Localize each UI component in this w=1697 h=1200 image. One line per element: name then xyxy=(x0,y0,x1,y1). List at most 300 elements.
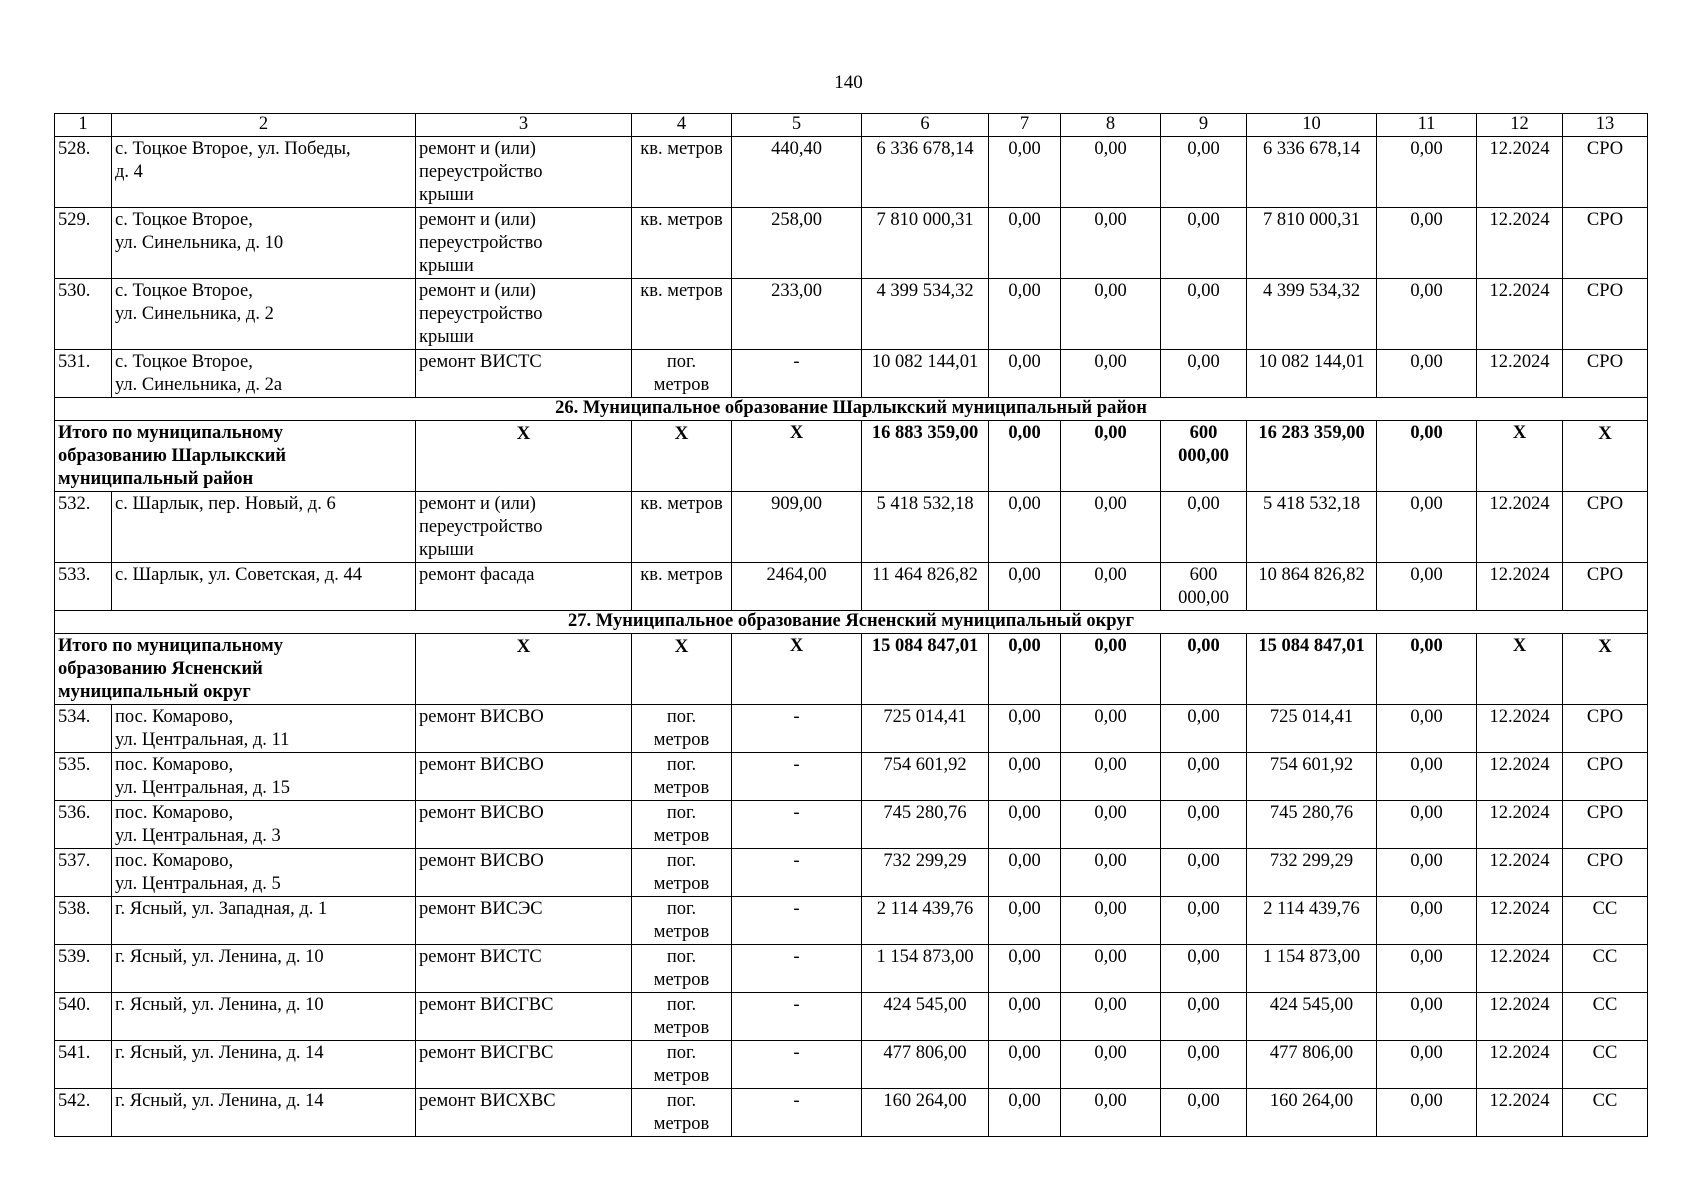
value-cell-c6: 424 545,00 xyxy=(862,993,989,1041)
address-line: ул. Центральная, д. 5 xyxy=(115,874,281,894)
address-line: д. 4 xyxy=(115,162,143,182)
row-number: 528. xyxy=(55,137,112,208)
unit-line: метров xyxy=(653,375,710,395)
work-type-line: крыши xyxy=(419,185,474,205)
table-row xyxy=(55,945,1648,993)
address-cell xyxy=(112,1089,416,1137)
address-line: с. Тоцкое Второе, ул. Победы, xyxy=(115,139,351,159)
total-c7: 0,00 xyxy=(989,421,1061,492)
table-row xyxy=(55,350,1648,398)
work-type-cell xyxy=(416,705,632,753)
col-header: 4 xyxy=(632,114,732,137)
value-cell-c12: 12.2024 xyxy=(1477,137,1563,208)
total-c6: 15 084 847,01 xyxy=(862,634,989,705)
unit-cell xyxy=(632,137,732,208)
value-cell-c5: 258,00 xyxy=(732,208,862,279)
work-type-cell xyxy=(416,849,632,897)
value-cell-c8: 0,00 xyxy=(1061,137,1161,208)
value-cell-c11: 0,00 xyxy=(1377,208,1477,279)
value-cell-c6: 5 418 532,18 xyxy=(862,492,989,563)
work-type-line: крыши xyxy=(419,256,474,276)
value-cell-c8: 0,00 xyxy=(1061,350,1161,398)
work-type-line: ремонт ВИСВО xyxy=(419,803,544,823)
value-cell-c8: 0,00 xyxy=(1061,945,1161,993)
row-number: 538. xyxy=(55,897,112,945)
value-cell-c12: 12.2024 xyxy=(1477,801,1563,849)
address-cell xyxy=(112,897,416,945)
work-type-cell xyxy=(416,897,632,945)
table-row xyxy=(55,208,1648,279)
work-type-cell xyxy=(416,753,632,801)
total-c12: X xyxy=(1477,421,1563,492)
address-cell xyxy=(112,993,416,1041)
value-cell-c12: 12.2024 xyxy=(1477,350,1563,398)
unit-cell xyxy=(632,1041,732,1089)
address-line: пос. Комарово, xyxy=(115,707,234,727)
column-number-row xyxy=(55,114,1648,137)
value-cell-c9: 0,00 xyxy=(1161,208,1247,279)
unit-line: метров xyxy=(653,1066,710,1086)
value-cell-c6: 1 154 873,00 xyxy=(862,945,989,993)
work-type-line: ремонт ВИСТС xyxy=(419,947,542,967)
value-cell-c8: 0,00 xyxy=(1061,563,1161,611)
value-cell-c12: 12.2024 xyxy=(1477,1089,1563,1137)
table-body xyxy=(55,114,1648,1137)
value-cell-c7: 0,00 xyxy=(989,801,1061,849)
value-cell-c11: 0,00 xyxy=(1377,993,1477,1041)
value-cell-c12: 12.2024 xyxy=(1477,753,1563,801)
col-header: 11 xyxy=(1377,114,1477,137)
work-type-line: переустройство xyxy=(419,233,543,253)
value-cell-c11: 0,00 xyxy=(1377,753,1477,801)
value-cell-c9: 0,00 xyxy=(1161,945,1247,993)
value-cell-c6: 7 810 000,31 xyxy=(862,208,989,279)
total-label xyxy=(55,421,416,492)
value-cell-c9: 0,00 xyxy=(1161,705,1247,753)
work-type-cell xyxy=(416,945,632,993)
col-header: 13 xyxy=(1563,114,1648,137)
work-type-line: ремонт ВИСВО xyxy=(419,755,544,775)
value-cell-c8: 0,00 xyxy=(1061,993,1161,1041)
value-cell-c8: 0,00 xyxy=(1061,753,1161,801)
row-number: 533. xyxy=(55,563,112,611)
value-cell-c9: 0,00 xyxy=(1161,350,1247,398)
executor-cell: СС xyxy=(1563,945,1648,993)
address-line: г. Ясный, ул. Западная, д. 1 xyxy=(115,899,328,919)
total-c4: X xyxy=(632,634,732,705)
value-cell-c6: 754 601,92 xyxy=(862,753,989,801)
col-header: 6 xyxy=(862,114,989,137)
unit-line: пог. xyxy=(666,851,697,871)
value-cell-c7: 0,00 xyxy=(989,492,1061,563)
unit-line: кв. метров xyxy=(640,281,723,301)
value-cell-c9: 0,00 xyxy=(1161,492,1247,563)
address-line: ул. Синельника, д. 2 xyxy=(115,304,274,324)
total-label-line: муниципальный округ xyxy=(58,682,251,702)
unit-line: метров xyxy=(653,1018,710,1038)
unit-line: пог. xyxy=(666,352,697,372)
value-cell-c5: - xyxy=(732,705,862,753)
table-row xyxy=(55,753,1648,801)
unit-line: пог. xyxy=(666,755,697,775)
address-cell xyxy=(112,801,416,849)
address-line: ул. Центральная, д. 11 xyxy=(115,730,290,750)
unit-cell xyxy=(632,705,732,753)
address-cell xyxy=(112,705,416,753)
value-cell-c5: - xyxy=(732,897,862,945)
value-cell-c5: - xyxy=(732,1089,862,1137)
unit-line: метров xyxy=(653,778,710,798)
value-cell-c5: - xyxy=(732,945,862,993)
value-cell-c10: 732 299,29 xyxy=(1247,849,1377,897)
address-cell xyxy=(112,849,416,897)
work-type-cell xyxy=(416,350,632,398)
value-cell-c7: 0,00 xyxy=(989,1041,1061,1089)
value-cell-c12: 12.2024 xyxy=(1477,563,1563,611)
value-cell-c7: 0,00 xyxy=(989,563,1061,611)
total-c3: X xyxy=(416,421,632,492)
work-type-line: ремонт ВИСВО xyxy=(419,851,544,871)
value-cell-c10: 725 014,41 xyxy=(1247,705,1377,753)
unit-line: пог. xyxy=(666,1091,697,1111)
total-c3: X xyxy=(416,634,632,705)
value-cell-c9: 0,00 xyxy=(1161,1089,1247,1137)
value-cell-c12: 12.2024 xyxy=(1477,492,1563,563)
address-line: г. Ясный, ул. Ленина, д. 14 xyxy=(115,1043,324,1063)
work-type-cell xyxy=(416,993,632,1041)
address-cell xyxy=(112,1041,416,1089)
total-c13: X xyxy=(1563,421,1648,492)
page-number: 140 xyxy=(834,72,863,93)
table-row xyxy=(55,1041,1648,1089)
col-header: 10 xyxy=(1247,114,1377,137)
table-row xyxy=(55,897,1648,945)
value-cell-c6: 10 082 144,01 xyxy=(862,350,989,398)
value-cell-c7: 0,00 xyxy=(989,897,1061,945)
value-cell-c9: 0,00 xyxy=(1161,993,1247,1041)
value-cell-c10: 1 154 873,00 xyxy=(1247,945,1377,993)
executor-cell: СС xyxy=(1563,897,1648,945)
executor-cell: СРО xyxy=(1563,563,1648,611)
table-row xyxy=(55,801,1648,849)
total-c11: 0,00 xyxy=(1377,634,1477,705)
work-type-cell xyxy=(416,1041,632,1089)
value-cell-c8: 0,00 xyxy=(1061,849,1161,897)
value-cell-c8: 0,00 xyxy=(1061,801,1161,849)
col-header: 7 xyxy=(989,114,1061,137)
table-row xyxy=(55,137,1648,208)
executor-cell: СРО xyxy=(1563,137,1648,208)
address-cell xyxy=(112,753,416,801)
unit-cell xyxy=(632,801,732,849)
value-cell-c6: 732 299,29 xyxy=(862,849,989,897)
table-row xyxy=(55,849,1648,897)
value-cell-c6: 477 806,00 xyxy=(862,1041,989,1089)
address-line: с. Тоцкое Второе, xyxy=(115,210,253,230)
value-cell-c7: 0,00 xyxy=(989,1089,1061,1137)
row-number: 540. xyxy=(55,993,112,1041)
value-cell-c11: 0,00 xyxy=(1377,945,1477,993)
value-cell-c12: 12.2024 xyxy=(1477,897,1563,945)
value-cell-c12: 12.2024 xyxy=(1477,208,1563,279)
total-c7: 0,00 xyxy=(989,634,1061,705)
address-line: г. Ясный, ул. Ленина, д. 10 xyxy=(115,995,324,1015)
total-c4: X xyxy=(632,421,732,492)
row-number: 537. xyxy=(55,849,112,897)
value-cell-c11: 0,00 xyxy=(1377,350,1477,398)
value-cell-c5: - xyxy=(732,801,862,849)
work-type-line: ремонт ВИСЭС xyxy=(419,899,543,919)
row-number: 534. xyxy=(55,705,112,753)
value-cell-c9: 0,00 xyxy=(1161,849,1247,897)
section-title: 27. Муниципальное образование Ясненский муниципальный округ xyxy=(55,611,1648,634)
row-number: 542. xyxy=(55,1089,112,1137)
table-row xyxy=(55,1089,1648,1137)
address-line: пос. Комарово, xyxy=(115,851,234,871)
total-label-line: Итого по муниципальному xyxy=(58,636,283,656)
row-number: 539. xyxy=(55,945,112,993)
row-number: 535. xyxy=(55,753,112,801)
work-type-line: крыши xyxy=(419,327,474,347)
work-type-line: ремонт ВИСВО xyxy=(419,707,544,727)
work-type-line: ремонт и (или) xyxy=(419,139,536,159)
value-cell-c6: 6 336 678,14 xyxy=(862,137,989,208)
unit-line: пог. xyxy=(666,803,697,823)
unit-cell xyxy=(632,753,732,801)
executor-cell: СРО xyxy=(1563,849,1648,897)
executor-cell: СРО xyxy=(1563,753,1648,801)
total-label-line: образованию Ясненский xyxy=(58,659,263,679)
value-cell-c11: 0,00 xyxy=(1377,1041,1477,1089)
unit-line: метров xyxy=(653,730,710,750)
address-cell xyxy=(112,208,416,279)
col-header: 5 xyxy=(732,114,862,137)
value-cell-c7: 0,00 xyxy=(989,705,1061,753)
unit-line: кв. метров xyxy=(640,210,723,230)
value-cell-c6: 160 264,00 xyxy=(862,1089,989,1137)
work-type-line: переустройство xyxy=(419,517,543,537)
value-cell-c5: 440,40 xyxy=(732,137,862,208)
total-c11: 0,00 xyxy=(1377,421,1477,492)
work-type-cell xyxy=(416,208,632,279)
value-cell-c6: 11 464 826,82 xyxy=(862,563,989,611)
table-row xyxy=(55,492,1648,563)
work-type-cell xyxy=(416,492,632,563)
total-c9: 600 000,00 xyxy=(1161,421,1247,492)
total-label xyxy=(55,634,416,705)
value-cell-c10: 477 806,00 xyxy=(1247,1041,1377,1089)
unit-cell xyxy=(632,1089,732,1137)
executor-cell: СРО xyxy=(1563,801,1648,849)
value-cell-c11: 0,00 xyxy=(1377,801,1477,849)
value-cell-c7: 0,00 xyxy=(989,849,1061,897)
unit-line: пог. xyxy=(666,707,697,727)
value-cell-c9: 0,00 xyxy=(1161,137,1247,208)
address-line: с. Тоцкое Второе, xyxy=(115,352,253,372)
unit-line: пог. xyxy=(666,899,697,919)
address-cell xyxy=(112,279,416,350)
total-c13: X xyxy=(1563,634,1648,705)
value-cell-c6: 2 114 439,76 xyxy=(862,897,989,945)
value-cell-c10: 2 114 439,76 xyxy=(1247,897,1377,945)
work-type-line: ремонт ВИСГВС xyxy=(419,1043,554,1063)
executor-cell: СС xyxy=(1563,1089,1648,1137)
row-number: 541. xyxy=(55,1041,112,1089)
executor-cell: СРО xyxy=(1563,705,1648,753)
value-cell-c9: 0,00 xyxy=(1161,753,1247,801)
address-line: ул. Центральная, д. 3 xyxy=(115,826,281,846)
value-cell-c12: 12.2024 xyxy=(1477,849,1563,897)
value-cell-c5: 909,00 xyxy=(732,492,862,563)
col-header: 1 xyxy=(55,114,112,137)
work-type-cell xyxy=(416,1089,632,1137)
value-cell-c7: 0,00 xyxy=(989,279,1061,350)
table-row xyxy=(55,993,1648,1041)
total-c6: 16 883 359,00 xyxy=(862,421,989,492)
value-cell-c5: - xyxy=(732,849,862,897)
value-cell-c10: 10 082 144,01 xyxy=(1247,350,1377,398)
total-row xyxy=(55,634,1648,705)
executor-cell: СРО xyxy=(1563,208,1648,279)
value-cell-c6: 745 280,76 xyxy=(862,801,989,849)
unit-line: кв. метров xyxy=(640,494,723,514)
table-row xyxy=(55,705,1648,753)
value-cell-c11: 0,00 xyxy=(1377,1089,1477,1137)
col-header: 8 xyxy=(1061,114,1161,137)
value-cell-c10: 5 418 532,18 xyxy=(1247,492,1377,563)
total-label-line: муниципальный район xyxy=(58,469,254,489)
unit-cell xyxy=(632,993,732,1041)
unit-cell xyxy=(632,350,732,398)
executor-cell: СС xyxy=(1563,1041,1648,1089)
value-cell-c8: 0,00 xyxy=(1061,1089,1161,1137)
table-row xyxy=(55,563,1648,611)
address-line: ул. Синельника, д. 10 xyxy=(115,233,284,253)
col-header: 9 xyxy=(1161,114,1247,137)
value-cell-c7: 0,00 xyxy=(989,350,1061,398)
value-cell-c11: 0,00 xyxy=(1377,563,1477,611)
unit-line: кв. метров xyxy=(640,139,723,159)
value-cell-c10: 160 264,00 xyxy=(1247,1089,1377,1137)
section-title: 26. Муниципальное образование Шарлыкский муниципальный район xyxy=(55,398,1648,421)
value-cell-c12: 12.2024 xyxy=(1477,945,1563,993)
value-cell-c11: 0,00 xyxy=(1377,137,1477,208)
total-c12: X xyxy=(1477,634,1563,705)
value-cell-c9: 600 000,00 xyxy=(1161,563,1247,611)
unit-line: пог. xyxy=(666,947,697,967)
table-row xyxy=(55,279,1648,350)
work-type-line: переустройство xyxy=(419,162,543,182)
address-cell xyxy=(112,137,416,208)
address-line: пос. Комарово, xyxy=(115,803,234,823)
address-cell xyxy=(112,350,416,398)
total-label-line: образованию Шарлыкский xyxy=(58,446,287,466)
unit-line: метров xyxy=(653,970,710,990)
value-cell-c5: - xyxy=(732,753,862,801)
col-header: 2 xyxy=(112,114,416,137)
unit-line: метров xyxy=(653,1114,710,1134)
unit-line: метров xyxy=(653,874,710,894)
value-cell-c8: 0,00 xyxy=(1061,1041,1161,1089)
value-cell-c8: 0,00 xyxy=(1061,492,1161,563)
value-cell-c7: 0,00 xyxy=(989,208,1061,279)
executor-cell: СРО xyxy=(1563,279,1648,350)
address-line: пос. Комарово, xyxy=(115,755,234,775)
total-c10: 16 283 359,00 xyxy=(1247,421,1377,492)
value-cell-c8: 0,00 xyxy=(1061,208,1161,279)
work-type-cell xyxy=(416,801,632,849)
executor-cell: СС xyxy=(1563,993,1648,1041)
value-cell-c5: - xyxy=(732,993,862,1041)
work-type-line: переустройство xyxy=(419,304,543,324)
total-c8: 0,00 xyxy=(1061,634,1161,705)
address-line: с. Шарлык, пер. Новый, д. 6 xyxy=(115,494,336,514)
executor-cell: СРО xyxy=(1563,492,1648,563)
value-cell-c7: 0,00 xyxy=(989,137,1061,208)
unit-cell xyxy=(632,563,732,611)
value-cell-c11: 0,00 xyxy=(1377,705,1477,753)
total-c8: 0,00 xyxy=(1061,421,1161,492)
executor-cell: СРО xyxy=(1563,350,1648,398)
unit-line: пог. xyxy=(666,995,697,1015)
value-cell-c11: 0,00 xyxy=(1377,897,1477,945)
value-cell-c5: 2464,00 xyxy=(732,563,862,611)
total-c9: 0,00 xyxy=(1161,634,1247,705)
value-cell-c11: 0,00 xyxy=(1377,279,1477,350)
value-cell-c12: 12.2024 xyxy=(1477,279,1563,350)
unit-cell xyxy=(632,945,732,993)
unit-line: метров xyxy=(653,922,710,942)
work-type-line: ремонт и (или) xyxy=(419,494,536,514)
work-type-line: ремонт ВИСХВС xyxy=(419,1091,556,1111)
work-type-line: ремонт фасада xyxy=(419,565,535,585)
section-title-row xyxy=(55,398,1648,421)
value-cell-c5: - xyxy=(732,1041,862,1089)
total-label-line: Итого по муниципальному xyxy=(58,423,283,443)
work-type-line: крыши xyxy=(419,540,474,560)
work-type-cell xyxy=(416,279,632,350)
value-cell-c10: 745 280,76 xyxy=(1247,801,1377,849)
value-cell-c10: 10 864 826,82 xyxy=(1247,563,1377,611)
value-cell-c12: 12.2024 xyxy=(1477,1041,1563,1089)
program-table xyxy=(54,113,1648,1137)
value-cell-c10: 754 601,92 xyxy=(1247,753,1377,801)
value-cell-c12: 12.2024 xyxy=(1477,993,1563,1041)
total-row xyxy=(55,421,1648,492)
unit-cell xyxy=(632,208,732,279)
col-header: 12 xyxy=(1477,114,1563,137)
value-cell-c10: 4 399 534,32 xyxy=(1247,279,1377,350)
row-number: 531. xyxy=(55,350,112,398)
work-type-cell xyxy=(416,137,632,208)
unit-cell xyxy=(632,492,732,563)
col-header: 3 xyxy=(416,114,632,137)
value-cell-c8: 0,00 xyxy=(1061,897,1161,945)
value-cell-c10: 424 545,00 xyxy=(1247,993,1377,1041)
address-line: ул. Центральная, д. 15 xyxy=(115,778,291,798)
value-cell-c5: - xyxy=(732,350,862,398)
value-cell-c6: 4 399 534,32 xyxy=(862,279,989,350)
address-cell xyxy=(112,945,416,993)
address-line: ул. Синельника, д. 2а xyxy=(115,375,283,395)
value-cell-c7: 0,00 xyxy=(989,945,1061,993)
row-number: 536. xyxy=(55,801,112,849)
address-cell xyxy=(112,563,416,611)
unit-cell xyxy=(632,897,732,945)
address-line: с. Шарлык, ул. Советская, д. 44 xyxy=(115,565,362,585)
value-cell-c11: 0,00 xyxy=(1377,492,1477,563)
address-line: г. Ясный, ул. Ленина, д. 14 xyxy=(115,1091,324,1111)
